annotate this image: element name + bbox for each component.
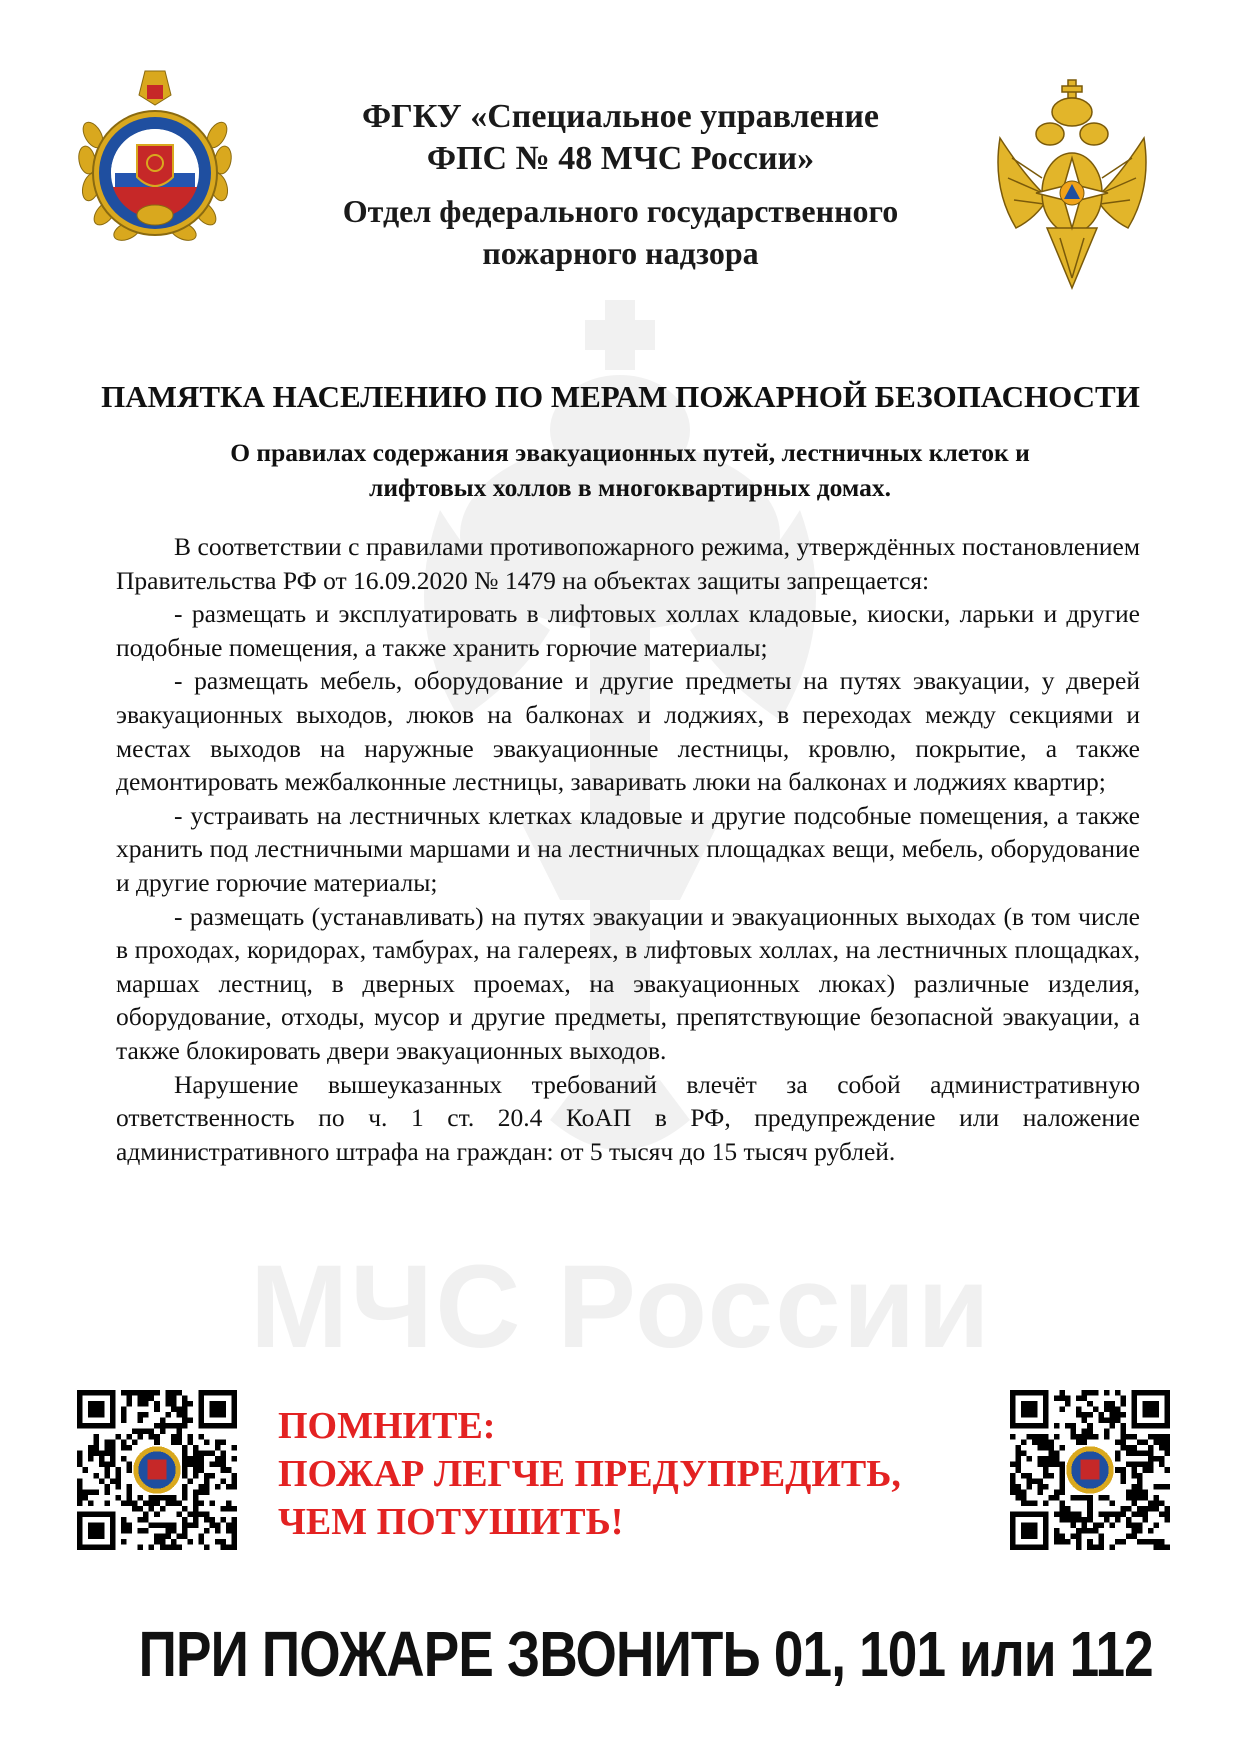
watermark-text: МЧС России	[250, 1241, 992, 1373]
qr-code-left-icon[interactable]	[77, 1390, 237, 1550]
emercom-eagle-icon	[992, 78, 1152, 293]
intro-paragraph: В соответствии с правилами противопожарного режима, утверждённых постановлением Правительства РФ от 16.09.2020 № 1479 на объектах защиты запрещается:	[116, 532, 1140, 595]
document-subtitle	[180, 435, 1080, 505]
subtitle-line1: О правилах содержания эвакуационных путей, лестничных клеток и	[230, 438, 1030, 467]
organization-name	[250, 96, 991, 180]
document-title: ПАМЯТКА НАСЕЛЕНИЮ ПО МЕРАМ ПОЖАРНОЙ БЕЗОПАСНОСТИ	[101, 379, 1140, 414]
prohibition-item-1: - размещать и эксплуатировать в лифтовых холлах кладовые, киоски, ларьки и другие подобные помещения, а также хранить горючие материалы;	[116, 599, 1140, 662]
remember-line3: ЧЕМ ПОТУШИТЬ!	[278, 1501, 624, 1543]
subtitle-line2: лифтовых холлов в многоквартирных домах.	[369, 473, 891, 502]
penalty-paragraph: Нарушение вышеуказанных требований влечёт за собой административную ответственность по ч. 1 ст. 20.4 КоАП в РФ, предупреждение или наложение административного штрафа на граждан: от 5 тысяч до 15 тысяч рублей.	[116, 1069, 1140, 1166]
remember-line1: ПОМНИТЕ:	[278, 1405, 496, 1447]
body-text	[116, 530, 1140, 1168]
prohibition-item-3: - устраивать на лестничных клетках кладовые и другие подсобные помещения, а также хранить под лестничными маршами и на лестничных площадках вещи, мебель, оборудование и другие горючие материалы;	[116, 800, 1140, 897]
department-name-line2: пожарного надзора	[482, 235, 759, 271]
organization-name-line2: ФПС № 48 МЧС России»	[426, 140, 815, 177]
prohibition-item-2: - размещать мебель, оборудование и другие предметы на путях эвакуации, у дверей эвакуационных выходов, люков на балконах и лоджиях, в переходах между секциями и местах выходов на наружные эвакуационные лестницы, кровлю, покрытие, а также демонтировать межбалконные лестницы, заваривать люки на балконах и лоджиях квартир;	[116, 666, 1140, 797]
department-name-line1: Отдел федерального государственного	[342, 193, 899, 229]
department-name	[250, 190, 991, 274]
prohibition-item-4: - размещать (устанавливать) на путях эвакуации и эвакуационных выходах (в том числе в проходах, коридорах, тамбурах, на галереях, в лифтовых холлах, на лестничных площадках, маршах лестниц, в дверных проемах, на эвакуационных люках) различные изделия, оборудование, отходы, мусор и другие предметы, препятствующие безопасной эвакуации, а также блокировать двери эвакуационных выходов.	[116, 901, 1140, 1065]
special-department-emblem-icon	[75, 65, 235, 255]
remember-line2: ПОЖАР ЛЕГЧЕ ПРЕДУПРЕДИТЬ,	[278, 1453, 901, 1495]
emergency-call-text: ПРИ ПОЖАРЕ ЗВОНИТЬ 01, 101 или 112	[138, 1618, 1153, 1690]
organization-name-line1: ФГКУ «Специальное управление	[361, 98, 880, 135]
remember-slogan	[278, 1402, 998, 1546]
qr-code-right-icon[interactable]	[1010, 1390, 1170, 1550]
